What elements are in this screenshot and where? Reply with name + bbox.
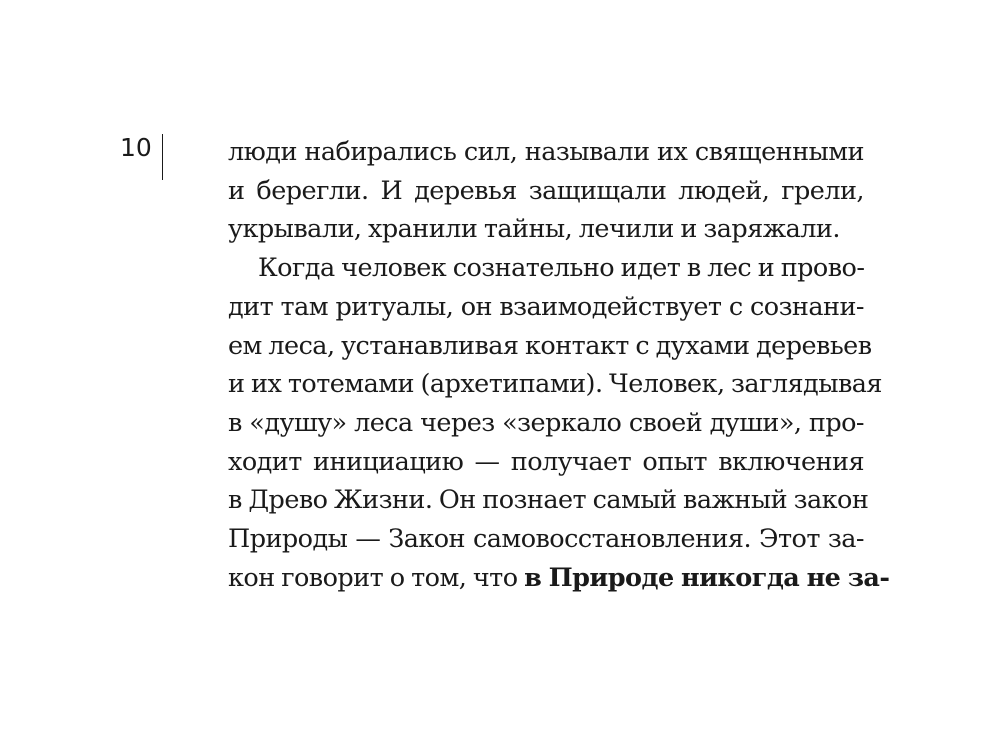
text-line: Природы — Закон самовосстановления. Этот за- xyxy=(228,524,864,555)
text-line: и берегли. И деревья защищали людей, грели, xyxy=(228,175,864,206)
text-line: дит там ритуалы, он взаимодействует с сознани- xyxy=(228,291,864,322)
final-line-regular-text: кон говорит о том, что xyxy=(228,562,525,593)
bold-emphasis-text: в Природе никогда не за- xyxy=(524,562,890,593)
text-line: ходит инициацию — получает опыт включения xyxy=(228,446,864,477)
page-number-divider xyxy=(162,134,163,180)
page-number: 10 xyxy=(120,133,152,162)
text-line: Когда человек сознательно идет в лес и прово- xyxy=(258,253,865,284)
text-line: укрывали, хранили тайны, лечили и заряжали. xyxy=(228,214,840,245)
text-line-final xyxy=(228,559,890,598)
text-line: люди набирались сил, называли их священными xyxy=(228,137,864,167)
paragraph-1 xyxy=(228,133,864,249)
text-line: и их тотемами (архетипами). Человек, заглядывая xyxy=(228,369,882,400)
body-text xyxy=(228,133,890,597)
paragraph-2 xyxy=(228,249,890,597)
text-line: в «душу» леса через «зеркало своей души», про- xyxy=(228,407,864,438)
text-line: ем леса, устанавливая контакт с духами деревьев xyxy=(228,330,872,361)
text-line: в Древо Жизни. Он познает самый важный закон xyxy=(228,485,869,516)
